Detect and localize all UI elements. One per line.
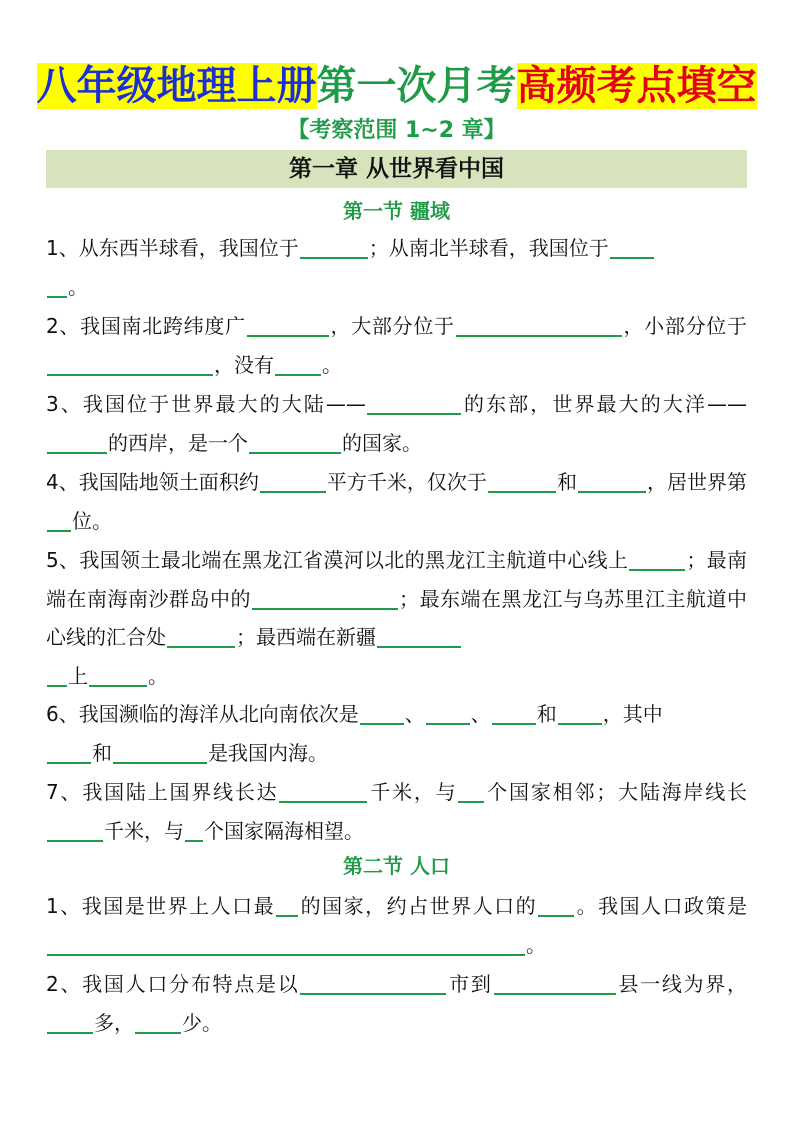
fill-blank[interactable] xyxy=(610,235,654,259)
question-text: 是我国内海。 xyxy=(208,740,328,765)
fill-blank[interactable] xyxy=(456,313,622,337)
question-text: ；从南北半球看，我国位于 xyxy=(368,236,609,260)
question-text: 千米，与 xyxy=(104,818,184,843)
question-text: 2、我国南北跨纬度广 xyxy=(46,314,246,338)
fill-blank[interactable] xyxy=(47,818,103,842)
question-text: 的西岸，是一个 xyxy=(108,430,248,455)
section-heading-population: 第二节 人口 xyxy=(343,854,450,878)
question-text: 7、我国陆上国界线长达 xyxy=(46,780,279,804)
question-2 xyxy=(46,307,747,384)
question-text: 市到 xyxy=(447,972,493,996)
fill-blank[interactable] xyxy=(47,274,67,298)
question-6 xyxy=(46,695,747,772)
question-text: 5、我国领土最北端在黑龙江省漠河以北的黑龙江主航道中心线上 xyxy=(46,548,629,572)
question-text: 位。 xyxy=(72,508,112,533)
fill-blank[interactable] xyxy=(279,779,367,803)
population-question-2 xyxy=(46,965,747,1042)
question-text: ，大部分位于 xyxy=(329,314,455,338)
question-text: 。我国人口政策是 xyxy=(575,894,748,918)
question-text: 少。 xyxy=(182,1010,222,1035)
fill-blank[interactable] xyxy=(135,1010,181,1034)
fill-blank[interactable] xyxy=(249,430,341,454)
fill-blank[interactable] xyxy=(458,779,484,803)
question-text: ；最南端在南海南沙群岛中的 xyxy=(46,548,747,611)
fill-blank[interactable] xyxy=(492,701,536,725)
question-text: 1、从东西半球看，我国位于 xyxy=(46,236,299,260)
fill-blank[interactable] xyxy=(47,740,91,764)
question-text: 县一线为界， xyxy=(616,972,748,996)
fill-blank[interactable] xyxy=(167,624,235,648)
question-text: 6、我国濒临的海洋从北向南依次是 xyxy=(46,702,359,726)
fill-blank[interactable] xyxy=(89,663,147,687)
fill-blank[interactable] xyxy=(113,740,207,764)
question-4 xyxy=(46,463,747,540)
fill-blank[interactable] xyxy=(47,932,525,956)
fill-blank[interactable] xyxy=(629,547,685,571)
question-text: 3、我国位于世界最大的大陆—— xyxy=(46,392,366,416)
question-text: 、 xyxy=(470,702,491,726)
title-part-grade: 八年级地理上册 xyxy=(36,63,317,109)
fill-blank[interactable] xyxy=(494,971,616,995)
question-text: 。 xyxy=(148,663,168,688)
fill-blank[interactable] xyxy=(488,469,556,493)
question-text: 。 xyxy=(68,274,88,299)
fill-blank[interactable] xyxy=(275,352,321,376)
question-text: 、 xyxy=(404,702,425,726)
question-text: ，居世界第 xyxy=(646,470,748,494)
question-7 xyxy=(46,773,747,850)
question-text: 上 xyxy=(68,663,88,688)
fill-blank[interactable] xyxy=(538,893,574,917)
fill-blank[interactable] xyxy=(300,971,446,995)
fill-blank[interactable] xyxy=(558,701,602,725)
question-text: 。 xyxy=(526,932,546,957)
question-text: 千米，与 xyxy=(368,780,458,804)
question-text: 多， xyxy=(94,1010,134,1035)
fill-blank[interactable] xyxy=(252,586,398,610)
fill-blank[interactable] xyxy=(377,624,461,648)
fill-blank[interactable] xyxy=(47,663,67,687)
question-text: 的东部，世界最大的大洋—— xyxy=(461,392,747,416)
question-3 xyxy=(46,385,747,462)
fill-blank[interactable] xyxy=(367,391,461,415)
fill-blank[interactable] xyxy=(247,313,329,337)
fill-blank[interactable] xyxy=(260,469,326,493)
page-title xyxy=(0,58,793,114)
fill-blank[interactable] xyxy=(47,352,213,376)
fill-blank[interactable] xyxy=(426,701,470,725)
question-text: ，其中 xyxy=(602,702,663,726)
fill-blank[interactable] xyxy=(47,508,71,532)
fill-blank[interactable] xyxy=(276,893,298,917)
fill-blank[interactable] xyxy=(578,469,646,493)
title-part-topic: 高频考点填空 xyxy=(516,63,757,109)
fill-blank[interactable] xyxy=(300,235,368,259)
question-text: 的国家。 xyxy=(342,430,422,455)
fill-blank[interactable] xyxy=(185,818,203,842)
question-text: 个国家相邻；大陆海岸线长 xyxy=(485,780,748,804)
question-text: 的国家，约占世界人口的 xyxy=(299,894,538,918)
title-part-exam: 第一次月考 xyxy=(316,63,517,109)
exam-scope: 【考察范围 1~2 章】 xyxy=(287,118,506,143)
question-1 xyxy=(46,229,747,306)
question-text: ；最西端在新疆 xyxy=(236,625,376,649)
question-text: ；最东端在黑龙江与乌苏里江主航道中心线的汇合处 xyxy=(46,586,747,649)
question-text: 和 xyxy=(556,470,577,494)
question-5 xyxy=(46,541,747,695)
question-text: ，小部分位于 xyxy=(622,314,747,338)
question-text: 平方千米，仅次于 xyxy=(326,470,487,494)
question-text: ，没有 xyxy=(214,352,274,377)
question-text: 。 xyxy=(322,352,342,377)
fill-blank[interactable] xyxy=(47,430,107,454)
chapter-heading: 第一章 从世界看中国 xyxy=(46,150,747,188)
population-question-1 xyxy=(46,887,747,964)
question-text: 个国家隔海相望。 xyxy=(204,818,364,843)
section-heading-territory: 第一节 疆域 xyxy=(343,199,450,223)
question-text: 和 xyxy=(92,740,112,765)
question-text: 1、我国是世界上人口最 xyxy=(46,894,276,918)
question-text: 2、我国人口分布特点是以 xyxy=(46,972,300,996)
fill-blank[interactable] xyxy=(47,1010,93,1034)
fill-blank[interactable] xyxy=(360,701,404,725)
question-text: 和 xyxy=(536,702,557,726)
question-text: 4、我国陆地领土面积约 xyxy=(46,470,259,494)
